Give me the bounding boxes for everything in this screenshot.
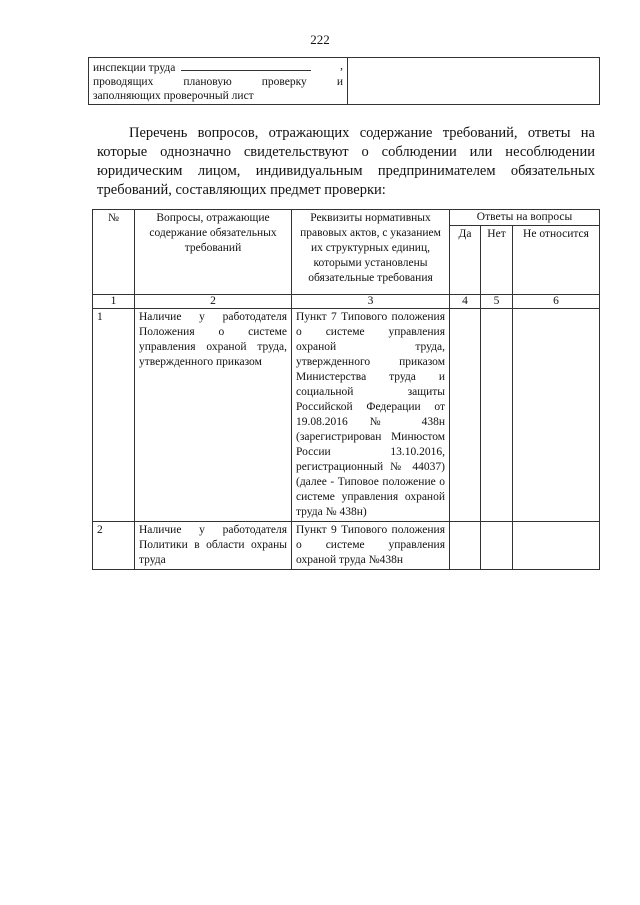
row-number: 1 [93,309,135,522]
header-questions: Вопросы, отражающие содержание обязательных требований [135,210,292,295]
col-number: 3 [292,295,450,309]
word: плановую [183,76,232,88]
page-number: 222 [310,32,330,47]
row-question: Наличие у работодателя Политики в области охраны труда [135,522,292,570]
answer-yes-cell [450,522,481,570]
col-number: 4 [450,295,481,309]
header-yes: Да [450,226,481,295]
answer-no-cell [481,522,513,570]
table-row [93,522,600,570]
col-number: 6 [513,295,600,309]
blank-fill-line [181,59,311,71]
row-requisite: Пункт 9 Типового положения о системе управления охраной труда №438н [292,522,450,570]
line-end-comma: , [340,60,343,72]
inspection-label: инспекции труда [93,62,176,74]
header-na: Не относится [513,226,600,295]
col-number: 5 [481,295,513,309]
inspector-line-3: заполняющих проверочный лист [93,90,254,102]
col-number: 2 [135,295,292,309]
inspector-line-1 [93,59,343,75]
word: проводящих [93,76,154,88]
header-num: № [93,210,135,295]
checklist-table [92,209,600,570]
column-number-row [93,295,600,309]
row-number: 2 [93,522,135,570]
answer-yes-cell [450,309,481,522]
header-no: Нет [481,226,513,295]
list-heading: Перечень вопросов, отражающих содержание требований, ответы на которые однозначно свидетельствуют о соблюдении или несоблюдении юридическим лицом, индивидуальным предпринимателем обязательных требований, составляющих предмет проверки: [97,125,595,198]
inspector-info-box [88,57,600,105]
word: проверку [261,76,307,88]
row-requisite: Пункт 7 Типового положения о системе управления охраной труда, утвержденного приказом Министерства труда и социальной защиты Российской Федерации от 19.08.2016 № 438н (зарегистрирован Минюстом России 13.10.2016, регистрационный № 44037) (далее - Типовое положение о системе управления охраной труда № 438н) [292,309,450,522]
inspector-line-2 [93,75,343,89]
row-question: Наличие у работодателя Положения о системе управления охраной труда, утвержденного приказом [135,309,292,522]
answer-na-cell [513,309,600,522]
inspector-empty-cell [348,58,600,105]
table-row [93,309,600,522]
header-requisites: Реквизиты нормативных правовых актов, с указанием их структурных единиц, которыми установлены обязательные требования [292,210,450,295]
word: и [336,76,343,88]
inspector-info-text [89,58,348,105]
answer-na-cell [513,522,600,570]
header-answers: Ответы на вопросы [450,210,600,226]
col-number: 1 [93,295,135,309]
answer-no-cell [481,309,513,522]
